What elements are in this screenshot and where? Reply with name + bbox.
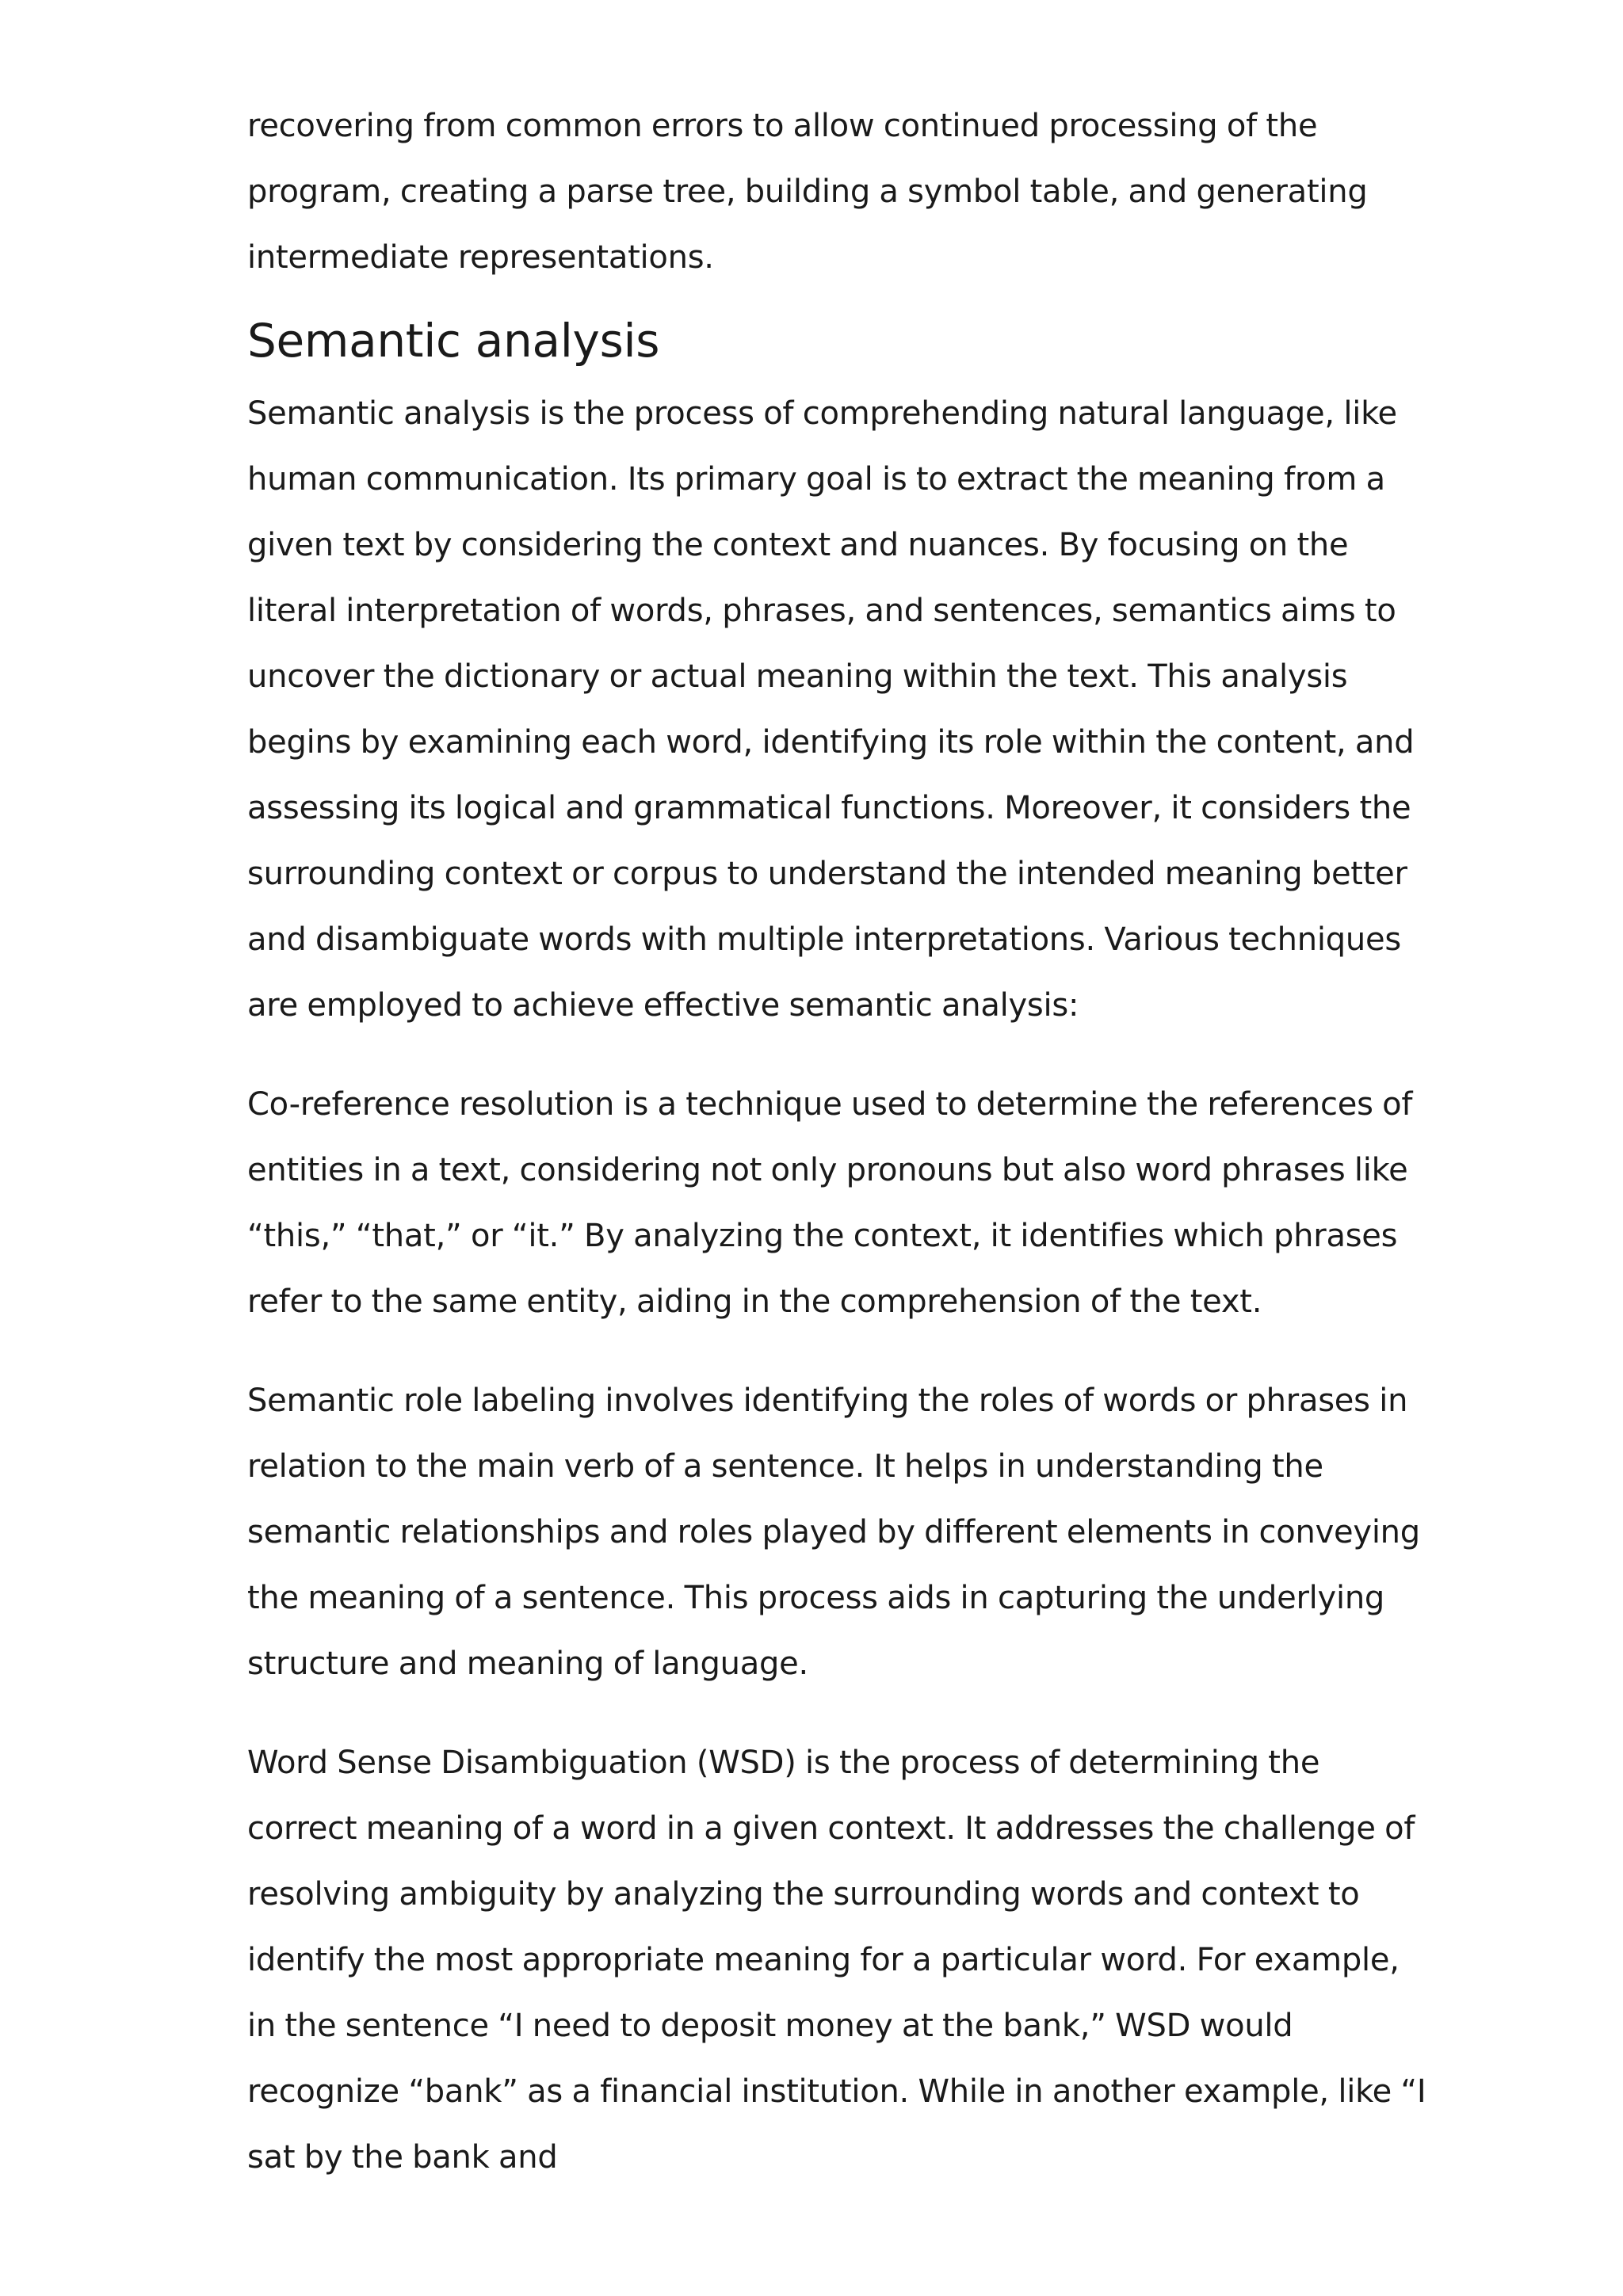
coreference-resolution-paragraph: Co-reference resolution is a technique used to determine the references of entities in a text, considering not only pronouns but also word phrases like “this,” “that,” or “it.” By analyzing the context, it identifies which phrases refer to the same entity, aiding in the comprehension of the text. [247, 1086, 1413, 1320]
section-heading: Semantic analysis [247, 314, 660, 368]
document-body [247, 93, 1436, 2224]
semantic-role-labeling-paragraph: Semantic role labeling involves identifying the roles of words or phrases in relation to the main verb of a sentence. It helps in understanding the semantic relationships and roles played by different elements in conveying the meaning of a sentence. This process aids in capturing the underlying structure and meaning of language. [247, 1383, 1420, 1682]
intro-paragraph: recovering from common errors to allow continued processing of the program, creating a parse tree, building a symbol table, and generating intermediate representations. [247, 108, 1368, 276]
semantic-analysis-paragraph: Semantic analysis is the process of comprehending natural language, like human communication. Its primary goal is to extract the meaning from a given text by considering the context and nuances. By focusing on the literal interpretation of words, phrases, and sentences, semantics aims to uncover the dictionary or actual meaning within the text. This analysis begins by examining each word, identifying its role within the content, and assessing its logical and grammatical functions. Moreover, it considers the surrounding context or corpus to understand the intended meaning better and disambiguate words with multiple interpretations. Various techniques are employed to achieve effective semantic analysis: [247, 395, 1415, 1024]
word-sense-disambiguation-paragraph: Word Sense Disambiguation (WSD) is the process of determining the correct meaning of a word in a given context. It addresses the challenge of resolving ambiguity by analyzing the surrounding words and context to identify the most appropriate meaning for a particular word. For example, in the sentence “I need to deposit money at the bank,” WSD would recognize “bank” as a financial institution. While in another example, like “I sat by the bank and [247, 1745, 1426, 2176]
